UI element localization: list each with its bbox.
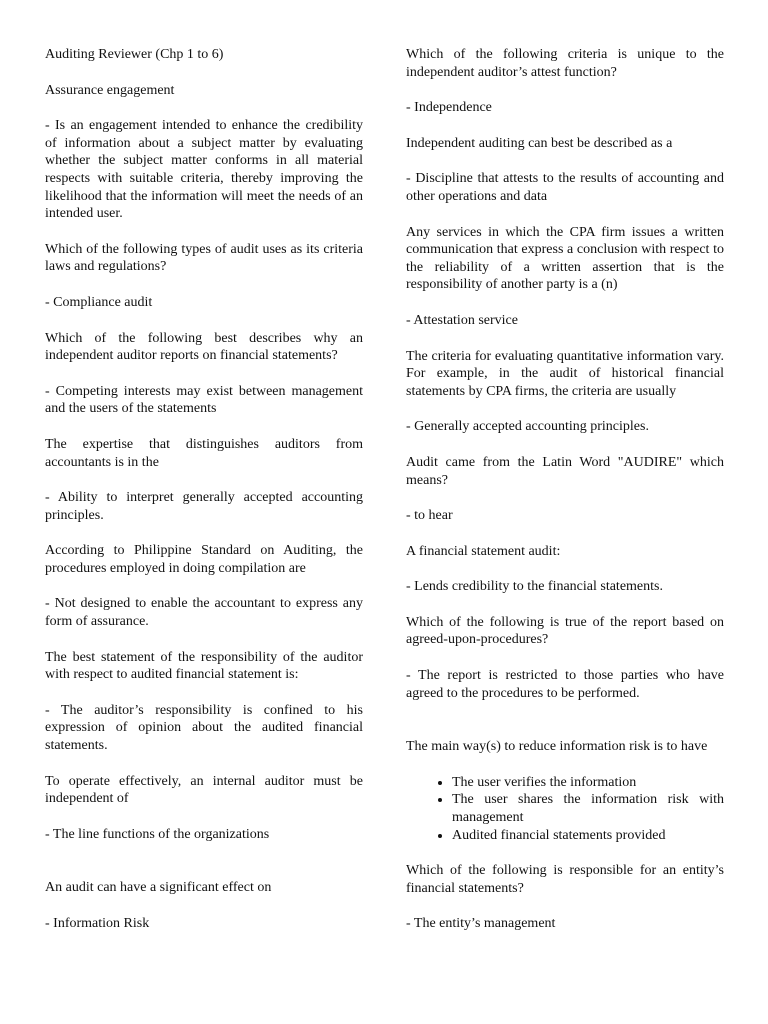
answer: - Independence <box>406 100 492 116</box>
left-column <box>45 46 363 951</box>
list-item: • Audited financial statements provided <box>452 827 724 845</box>
answer: - The entity’s management <box>406 916 556 932</box>
bullet-list <box>406 774 724 844</box>
question: The main way(s) to reduce information risk is to have <box>406 739 708 755</box>
answer: - Compliance audit <box>45 294 153 310</box>
question: The expertise that distinguishes auditors from accountants is in the <box>45 436 363 470</box>
answer: - The auditor’s responsibility is confined to his expression of opinion about the audited financial statements. <box>45 702 363 754</box>
answer: - to hear <box>406 508 453 524</box>
document-title: Auditing Reviewer (Chp 1 to 6) <box>45 47 224 62</box>
answer: - Is an engagement intended to enhance the credibility of information about a subject matter by evaluating whether the subject matter conforms in all material respects with suitable criteria, thereby improving the likelihood that the information will meet the needs of an intended user. <box>45 118 363 222</box>
answer: - Attestation service <box>406 312 518 328</box>
answer: - The report is restricted to those parties who have agreed to the procedures to be performed. <box>406 668 724 701</box>
question: Which of the following is true of the report based on agreed-upon-procedures? <box>406 614 724 648</box>
answer: - Not designed to enable the accountant to express any form of assurance. <box>45 596 363 630</box>
question: Which of the following best describes why an independent auditor reports on financial statements? <box>45 330 363 364</box>
answer: - Discipline that attests to the results of accounting and other operations and data <box>406 171 724 204</box>
answer: - Generally accepted accounting principles. <box>406 419 649 435</box>
question: The criteria for evaluating quantitative information vary. For example, in the audit of historical financial statements by CPA firms, the criteria are usually <box>406 348 724 399</box>
answer: - The line functions of the organizations <box>45 826 270 842</box>
question: Which of the following criteria is unique to the independent auditor’s attest function? <box>406 47 724 80</box>
question: The best statement of the responsibility of the auditor with respect to audited financial statement is: <box>45 649 363 683</box>
answer: - Ability to interpret generally accepted accounting principles. <box>45 490 363 523</box>
question: Which of the following types of audit uses as its criteria laws and regulations? <box>45 241 363 275</box>
question: Independent auditing can best be described as a <box>406 135 673 151</box>
list-item: • The user verifies the information <box>452 774 724 792</box>
question: According to Philippine Standard on Auditing, the procedures employed in doing compilation are <box>45 543 363 576</box>
question: A financial statement audit: <box>406 543 561 559</box>
question: Which of the following is responsible for an entity’s financial statements? <box>406 863 724 896</box>
question: Audit came from the Latin Word "AUDIRE" which means? <box>406 454 724 488</box>
answer: - Competing interests may exist between management and the users of the statements <box>45 383 363 417</box>
question: Any services in which the CPA firm issues a written communication that express a conclusion with respect to the reliability of a written assertion that is the responsibility of another party is a (n) <box>406 224 724 293</box>
question: An audit can have a significant effect on <box>45 880 272 896</box>
answer: - Information Risk <box>45 916 150 931</box>
right-column <box>406 46 724 951</box>
question: To operate effectively, an internal auditor must be independent of <box>45 773 363 807</box>
answer: - Lends credibility to the financial statements. <box>406 579 663 595</box>
question: Assurance engagement <box>45 82 175 98</box>
list-item: • The user shares the information risk with management <box>452 791 724 826</box>
